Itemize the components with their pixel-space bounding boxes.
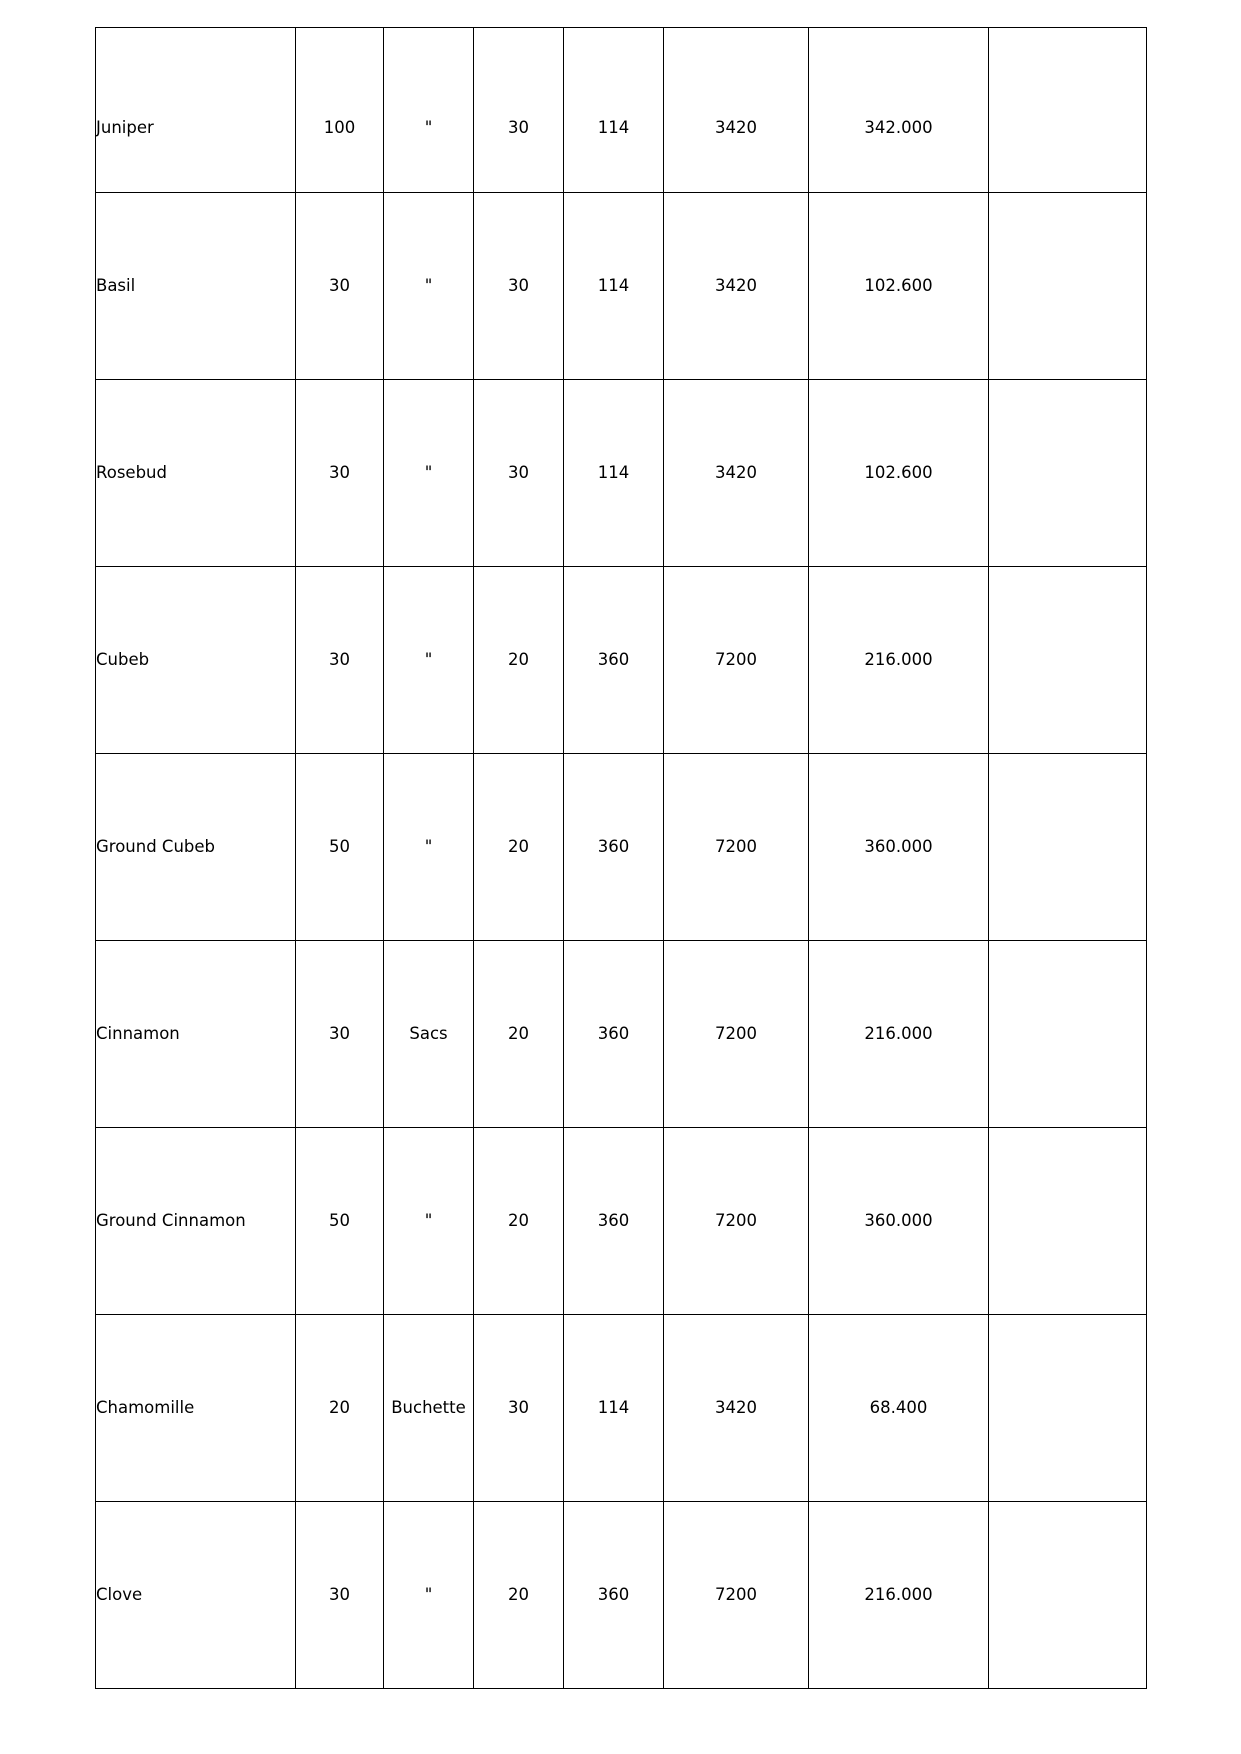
cell-quantity: 30 — [296, 193, 384, 380]
cell-quantity: 50 — [296, 754, 384, 941]
goods-table — [95, 27, 1147, 1689]
cell-value-c: 7200 — [664, 1502, 809, 1689]
cell-value-c: 7200 — [664, 1128, 809, 1315]
cell-value-b: 360 — [564, 1502, 664, 1689]
cell-notes — [989, 1315, 1147, 1502]
cell-item: Basil — [96, 193, 296, 380]
cell-value-c: 7200 — [664, 941, 809, 1128]
cell-total: 102.600 — [809, 380, 989, 567]
cell-unit: " — [384, 380, 474, 567]
cell-unit: " — [384, 1128, 474, 1315]
cell-quantity: 30 — [296, 567, 384, 754]
table-row — [96, 193, 1147, 380]
cell-value-c: 7200 — [664, 567, 809, 754]
cell-total: 216.000 — [809, 567, 989, 754]
cell-unit: Buchette — [384, 1315, 474, 1502]
cell-value-a: 30 — [474, 380, 564, 567]
table-row — [96, 380, 1147, 567]
cell-item: Ground Cubeb — [96, 754, 296, 941]
cell-value-a: 20 — [474, 1128, 564, 1315]
cell-value-b: 360 — [564, 1128, 664, 1315]
cell-item: Juniper — [96, 28, 296, 193]
cell-unit: Sacs — [384, 941, 474, 1128]
cell-value-a: 20 — [474, 1502, 564, 1689]
cell-value-c: 3420 — [664, 380, 809, 567]
cell-total: 360.000 — [809, 754, 989, 941]
cell-notes — [989, 1128, 1147, 1315]
cell-item: Rosebud — [96, 380, 296, 567]
table-row — [96, 1315, 1147, 1502]
cell-unit: " — [384, 28, 474, 193]
cell-value-b: 114 — [564, 1315, 664, 1502]
cell-quantity: 30 — [296, 941, 384, 1128]
cell-total: 68.400 — [809, 1315, 989, 1502]
cell-notes — [989, 1502, 1147, 1689]
cell-quantity: 50 — [296, 1128, 384, 1315]
cell-value-a: 30 — [474, 1315, 564, 1502]
table-row — [96, 1502, 1147, 1689]
cell-total: 342.000 — [809, 28, 989, 193]
cell-value-b: 114 — [564, 28, 664, 193]
cell-unit: " — [384, 1502, 474, 1689]
cell-notes — [989, 193, 1147, 380]
cell-unit: " — [384, 754, 474, 941]
cell-value-b: 114 — [564, 193, 664, 380]
cell-notes — [989, 567, 1147, 754]
cell-total: 216.000 — [809, 941, 989, 1128]
cell-unit: " — [384, 193, 474, 380]
cell-value-b: 114 — [564, 380, 664, 567]
cell-value-a: 30 — [474, 28, 564, 193]
cell-total: 360.000 — [809, 1128, 989, 1315]
cell-value-c: 3420 — [664, 1315, 809, 1502]
table-row — [96, 1128, 1147, 1315]
cell-item: Ground Cinnamon — [96, 1128, 296, 1315]
cell-notes — [989, 380, 1147, 567]
cell-total: 102.600 — [809, 193, 989, 380]
table-row — [96, 28, 1147, 193]
table-row — [96, 567, 1147, 754]
cell-value-a: 20 — [474, 754, 564, 941]
cell-item: Chamomille — [96, 1315, 296, 1502]
goods-table-body — [96, 28, 1147, 1689]
cell-notes — [989, 754, 1147, 941]
cell-item: Clove — [96, 1502, 296, 1689]
table-row — [96, 754, 1147, 941]
cell-value-b: 360 — [564, 754, 664, 941]
cell-quantity: 30 — [296, 1502, 384, 1689]
cell-value-c: 7200 — [664, 754, 809, 941]
cell-item: Cinnamon — [96, 941, 296, 1128]
cell-quantity: 30 — [296, 380, 384, 567]
goods-table-container — [95, 27, 1146, 1689]
cell-quantity: 20 — [296, 1315, 384, 1502]
cell-value-b: 360 — [564, 567, 664, 754]
table-row — [96, 941, 1147, 1128]
cell-value-c: 3420 — [664, 28, 809, 193]
cell-quantity: 100 — [296, 28, 384, 193]
cell-value-a: 20 — [474, 941, 564, 1128]
cell-value-c: 3420 — [664, 193, 809, 380]
cell-notes — [989, 28, 1147, 193]
cell-value-a: 30 — [474, 193, 564, 380]
cell-value-b: 360 — [564, 941, 664, 1128]
cell-unit: " — [384, 567, 474, 754]
cell-item: Cubeb — [96, 567, 296, 754]
cell-notes — [989, 941, 1147, 1128]
cell-total: 216.000 — [809, 1502, 989, 1689]
cell-value-a: 20 — [474, 567, 564, 754]
